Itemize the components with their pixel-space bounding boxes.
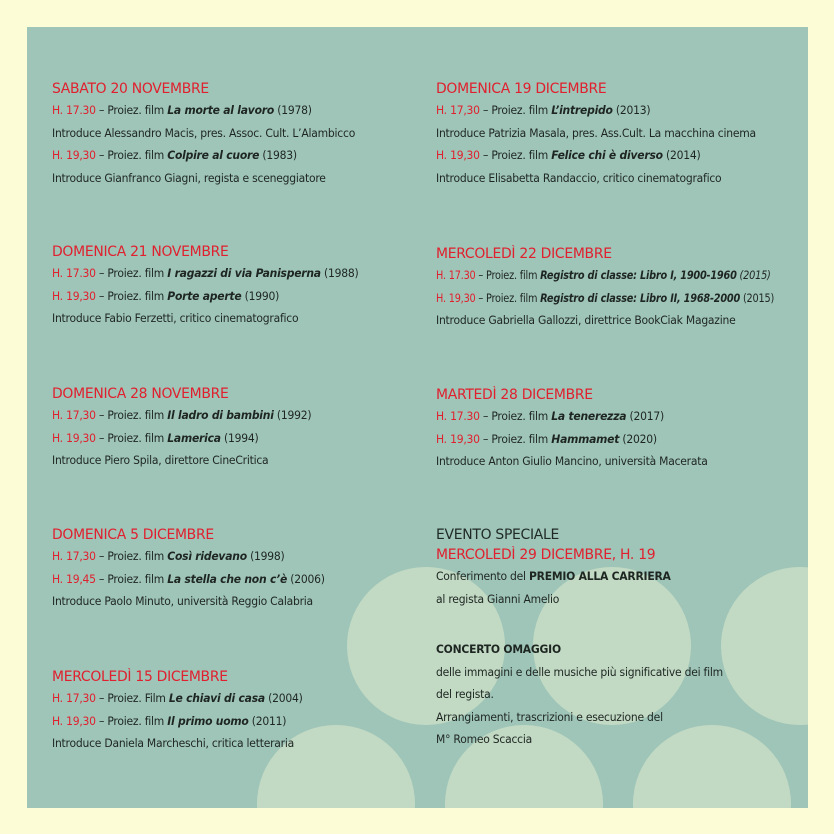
film-title: Felice chi è diverso [551, 148, 663, 162]
screening-prefix: – Proiez. film [475, 290, 541, 305]
screening-line [52, 568, 396, 591]
concert-line: Arrangiamenti, trascrizioni e esecuzione del [436, 709, 663, 724]
screening-time: H. 19,30 [436, 431, 480, 446]
film-title: Il ladro di bambini [167, 408, 274, 422]
screening-line [52, 427, 396, 450]
screening-time: H. 19,30 [436, 290, 476, 305]
introducer-line: Introduce Fabio Ferzetti, critico cinematografico [52, 311, 299, 325]
screening-line [52, 285, 396, 308]
film-year: (2015) [740, 290, 775, 305]
screening-prefix: – Proiez. film [475, 268, 541, 282]
film-year: (1983) [259, 148, 297, 162]
event-block [52, 667, 422, 755]
introducer-line: Introduce Daniela Marcheschi, critica letteraria [52, 736, 295, 750]
film-title: La stella che non c’è [167, 571, 288, 586]
film-title: Lamerica [167, 430, 221, 445]
screening-time: H. 19,30 [52, 430, 96, 445]
screening-prefix: – Proiez. film [479, 409, 552, 423]
introducer-line: Introduce Gabriella Gallozzi, direttrice BookCiak Magazine [436, 313, 736, 327]
film-year: (1988) [320, 266, 359, 280]
screening-time: H. 17.30 [52, 103, 96, 117]
introducer-line: Introduce Anton Giulio Mancino, università Macerata [436, 454, 708, 468]
event-block [436, 385, 808, 473]
screening-prefix: – Proiez. Film [95, 691, 169, 705]
screening-prefix: – Proiez. film [95, 430, 168, 445]
film-title: Le chiavi di casa [168, 691, 265, 705]
screening-time: H. 19,30 [52, 288, 96, 303]
event-block [436, 244, 808, 332]
screening-time: H. 17.30 [436, 409, 480, 423]
introducer-line: Introduce Gianfranco Giagni, regista e sceneggiatore [52, 170, 326, 185]
screening-line [436, 287, 775, 310]
film-title: La morte al lavoro [167, 103, 275, 117]
screening-time: H. 17,30 [52, 691, 96, 705]
event-date: MERCOLEDÌ 15 DICEMBRE [52, 669, 228, 685]
introducer-line: Introduce Elisabetta Randaccio, critico cinematografico [436, 170, 722, 185]
film-year: (2014) [662, 148, 701, 162]
film-title: Porte aperte [167, 288, 242, 303]
film-year: (2006) [287, 571, 325, 586]
screening-line [52, 262, 396, 285]
special-event-label: EVENTO SPECIALE [436, 527, 560, 543]
film-title: Così ridevano [167, 549, 247, 563]
award-recipient: al regista Gianni Amelio [436, 591, 560, 606]
film-year: (2017) [626, 409, 664, 423]
screening-time: H. 17.30 [52, 266, 96, 280]
screening-time: H. 19,45 [52, 571, 96, 586]
screening-prefix: – Proiez. film [95, 288, 168, 303]
event-block [52, 384, 422, 472]
introducer-line: Introduce Paolo Minuto, università Reggio Calabria [52, 594, 313, 608]
screening-line [52, 404, 396, 427]
screening-prefix: – Proiez. film [95, 549, 168, 563]
film-title: La tenerezza [551, 409, 627, 423]
event-date: MERCOLEDÌ 22 DICEMBRE [436, 246, 612, 262]
concert-block [436, 638, 808, 751]
concert-line: M° Romeo Scaccia [436, 732, 533, 746]
screening-prefix: – Proiez. film [95, 408, 168, 422]
screening-line [52, 687, 396, 710]
concert-line: del regista. [436, 687, 494, 701]
film-year: (2020) [619, 431, 657, 446]
film-year: (2015) [736, 268, 771, 282]
introducer-line: Introduce Alessandro Macis, pres. Assoc. Cult. L’Alambicco [52, 125, 356, 140]
screening-time: H. 17.30 [436, 268, 476, 282]
film-title: Colpire al cuore [167, 148, 260, 162]
film-year: (1978) [274, 103, 312, 117]
event-date: MARTEDÌ 28 DICEMBRE [436, 387, 593, 403]
event-date: DOMENICA 28 NOVEMBRE [52, 386, 229, 402]
screening-prefix: – Proiez. film [95, 148, 168, 162]
screening-prefix: – Proiez. film [479, 103, 552, 117]
screening-prefix: – Proiez. film [95, 713, 168, 728]
screening-time: H. 17,30 [436, 103, 480, 117]
special-event-date: MERCOLEDÌ 29 DICEMBRE, H. 19 [436, 547, 656, 563]
screening-line [52, 545, 396, 568]
program-panel [27, 27, 808, 808]
screening-line [436, 99, 789, 122]
screening-time: H. 19,30 [52, 713, 96, 728]
screening-prefix: – Proiez. film [479, 148, 552, 162]
event-date: DOMENICA 5 DICEMBRE [52, 527, 214, 543]
film-title: Hammamet [551, 431, 620, 446]
introducer-line: Introduce Patrizia Masala, pres. Ass.Cult. La macchina cinema [436, 125, 756, 140]
screening-line [436, 405, 789, 428]
screening-time: H. 19,30 [436, 148, 480, 162]
film-title: Registro di classe: Libro II, 1968-2000 [540, 290, 741, 305]
concert-title: CONCERTO OMAGGIO [436, 642, 561, 656]
film-year: (2011) [248, 713, 287, 728]
film-year: (1990) [241, 288, 280, 303]
screening-line [52, 99, 396, 122]
screening-prefix: – Proiez. film [479, 431, 552, 446]
film-title: Registro di classe: Libro I, 1900-1960 [540, 268, 737, 282]
event-block [436, 79, 808, 189]
screening-line [52, 144, 396, 167]
event-block [52, 242, 422, 330]
event-block [52, 79, 422, 189]
film-title: L’intrepido [551, 103, 613, 117]
screening-line [436, 264, 771, 287]
screening-line [52, 710, 396, 733]
film-year: (1998) [246, 549, 285, 563]
screening-prefix: – Proiez. film [95, 571, 168, 586]
screening-time: H. 19,30 [52, 148, 96, 162]
film-year: (2013) [612, 103, 651, 117]
event-date: DOMENICA 21 NOVEMBRE [52, 244, 229, 260]
event-date: DOMENICA 19 DICEMBRE [436, 81, 607, 97]
film-year: (1992) [273, 408, 312, 422]
film-title: I ragazzi di via Panisperna [167, 266, 321, 280]
screening-prefix: – Proiez. film [95, 103, 168, 117]
screening-time: H. 17,30 [52, 549, 96, 563]
event-block [52, 525, 422, 613]
screening-line [436, 144, 789, 167]
film-title: Il primo uomo [167, 713, 249, 728]
concert-line: delle immagini e delle musiche più significative dei film [436, 664, 723, 679]
award-name: PREMIO ALLA CARRIERA [529, 569, 671, 583]
film-year: (2004) [264, 691, 303, 705]
award-line [436, 565, 789, 588]
film-year: (1994) [220, 430, 259, 445]
screening-time: H. 17,30 [52, 408, 96, 422]
event-date: SABATO 20 NOVEMBRE [52, 81, 209, 97]
special-event-block [436, 525, 808, 610]
introducer-line: Introduce Piero Spila, direttore CineCritica [52, 453, 269, 467]
award-prefix: Conferimento del [436, 569, 529, 583]
screening-line [436, 428, 789, 451]
screening-prefix: – Proiez. film [95, 266, 168, 280]
